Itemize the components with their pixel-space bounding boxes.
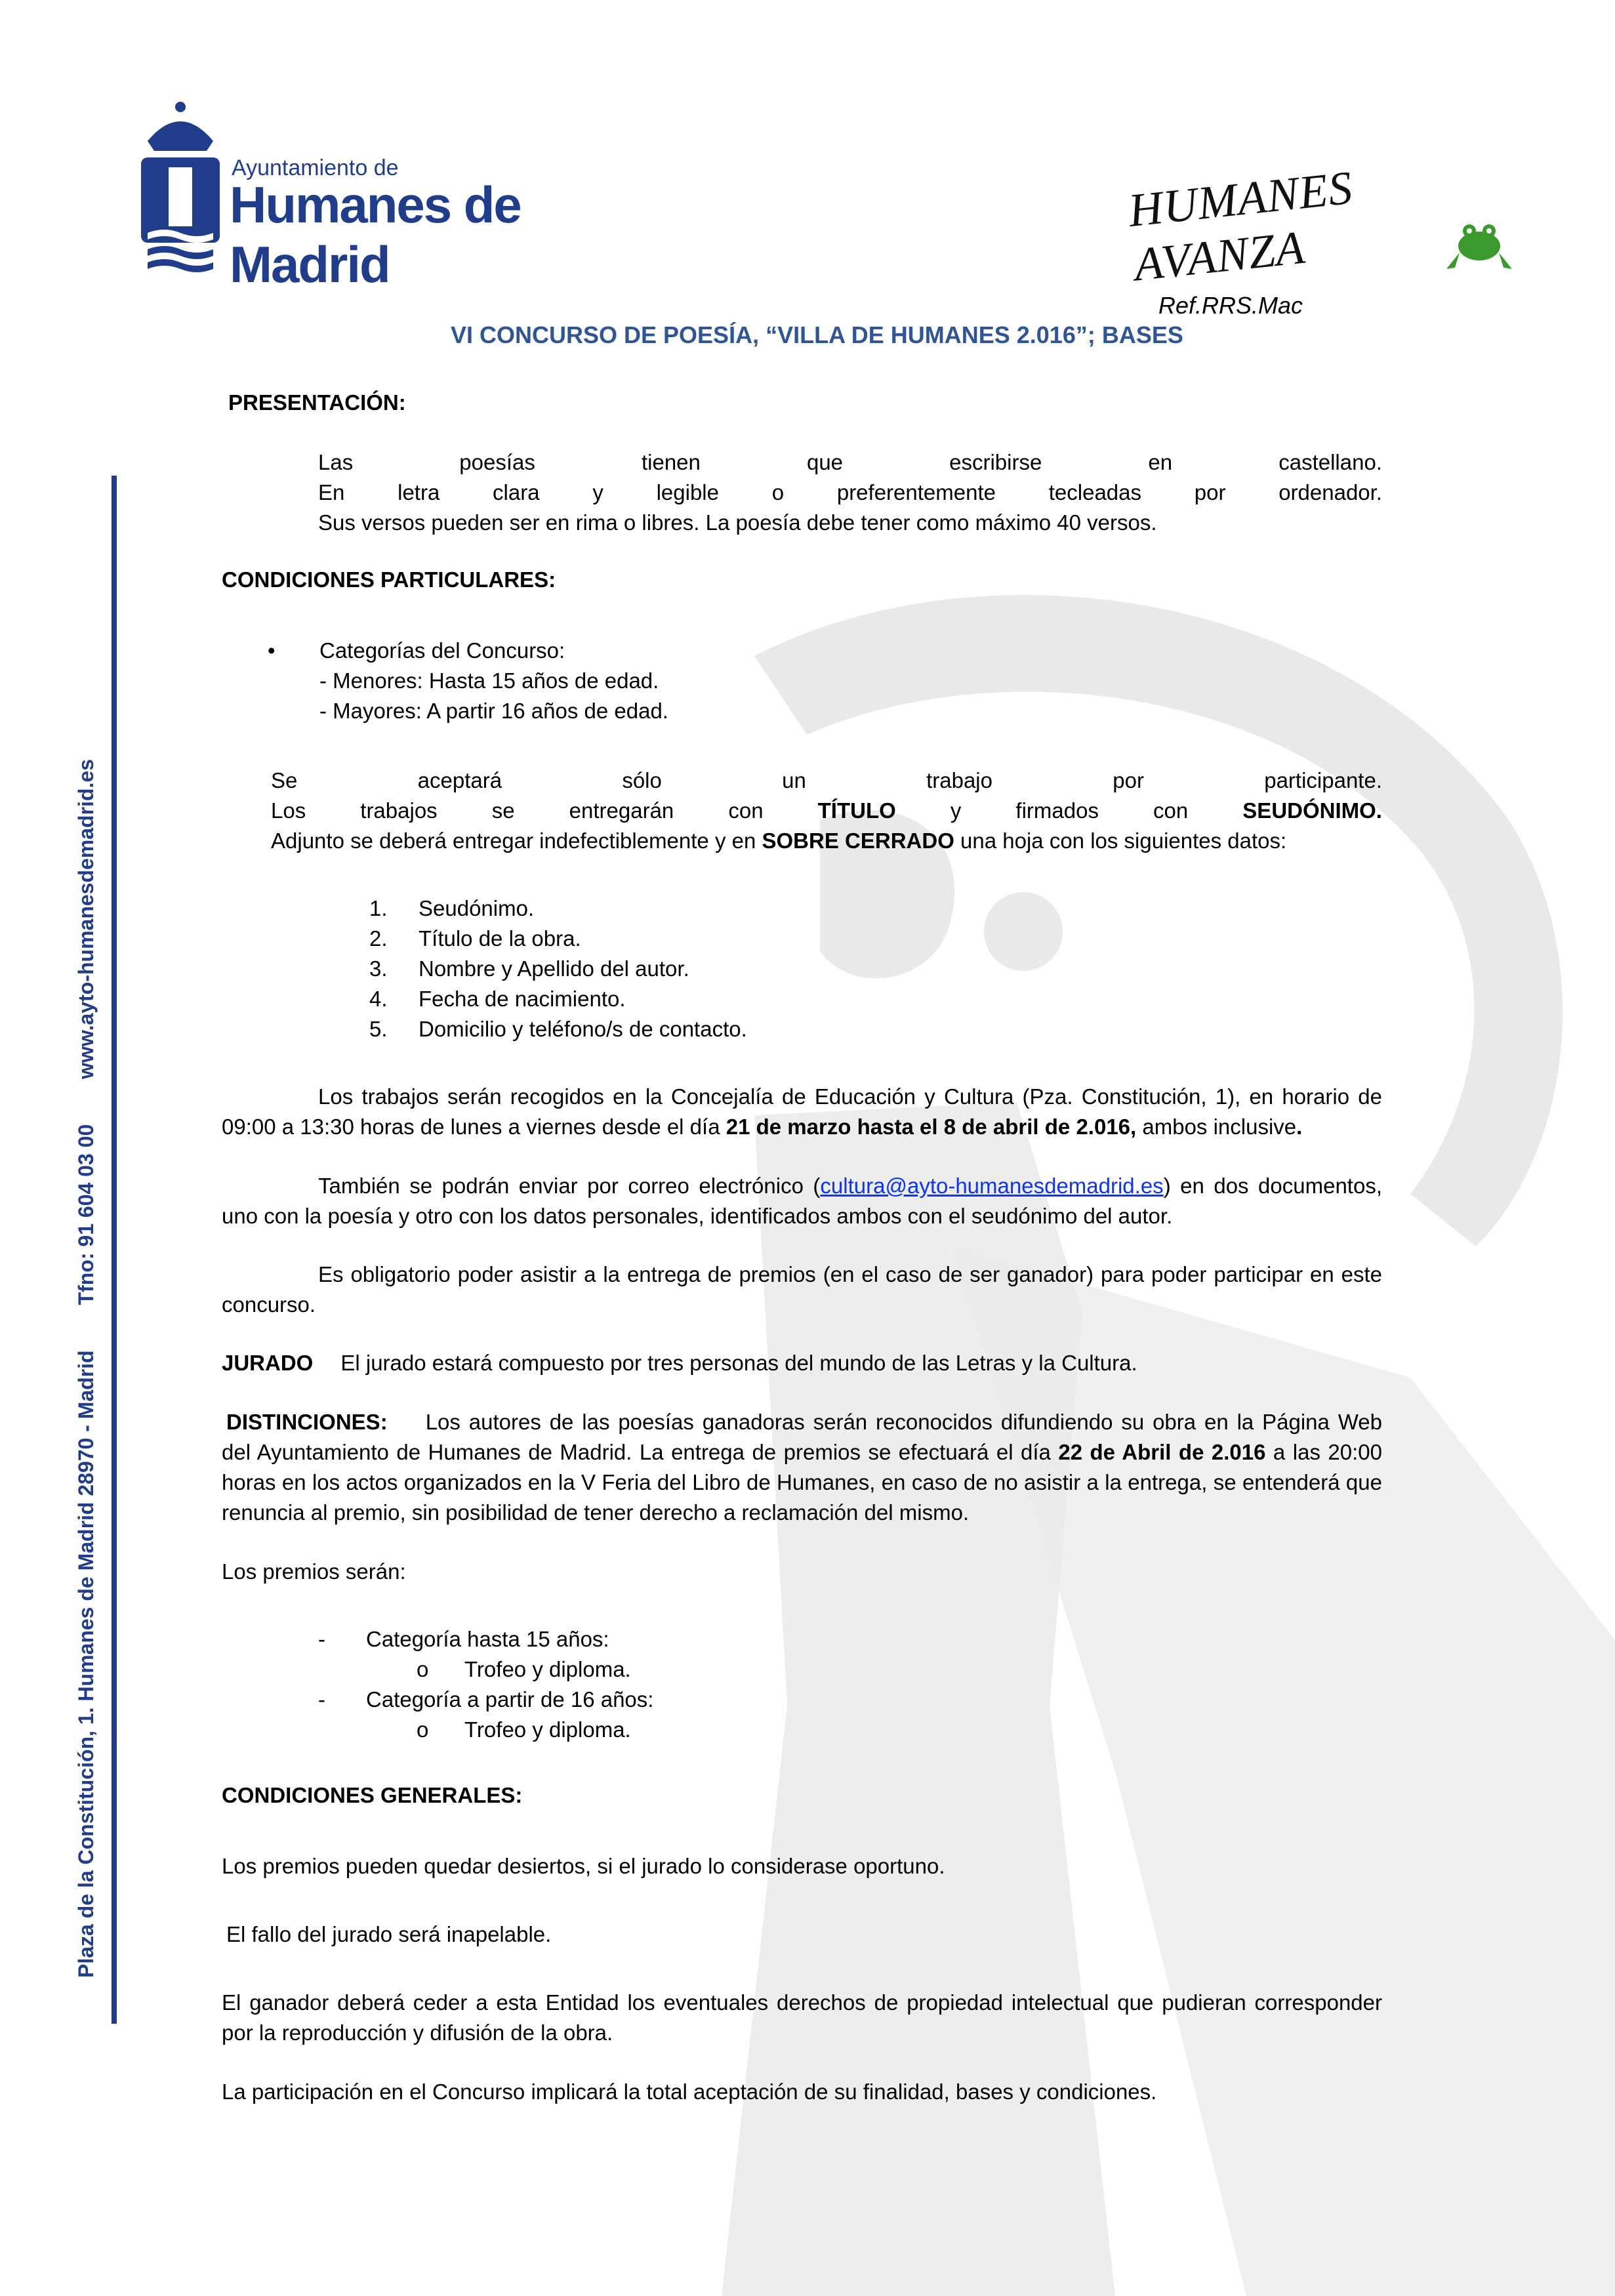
frog-icon [1443,216,1515,276]
dash-marker: - [318,1627,325,1651]
logo-prefix: Ayuntamiento de [232,155,399,180]
paragraph-titulo-seudonimo: Los trabajos se entregarán con TÍTULO y firmados con SEUDÓNIMO. [271,798,1382,823]
email-link[interactable]: cultura@ayto-humanesdemadrid.es [820,1174,1164,1198]
categorias-title: Categorías del Concurso: [319,638,565,663]
reference: Ref.RRS.Mac [1158,292,1303,319]
logo-right-text: HUMANES AVANZA [1126,161,1355,291]
side-website: www.ayto-humanesdemadrid.es [74,759,98,1079]
side-phone: Tfno: 91 604 03 00 [74,1124,98,1305]
premio-categoria-1-detalle: Trofeo y diploma. [464,1657,631,1681]
paragraph-jurado: JURADO El jurado estará compuesto por tres personas del mundo de las Letras y la Cultura. [222,1351,1137,1375]
paragraph-correo: También se podrán enviar por correo electrónico (cultura@ayto-humanesdemadrid.es) en dos documentos, uno con la poesía y otro con los datos personales, identificados ambos con el seudónimo del autor. [222,1174,1382,1228]
presentacion-heading: PRESENTACIÓN: [228,390,406,415]
presentacion-line2: En letra clara y legible o preferentemente tecleadas por ordenador. [318,480,1382,504]
side-address-text [74,720,98,1978]
paragraph-sobre-cerrado: Adjunto se deberá entregar indefectiblemente y en SOBRE CERRADO una hoja con los siguientes datos: [271,829,1287,853]
condiciones-generales-heading: CONDICIONES GENERALES: [222,1783,523,1807]
distinciones-label: DISTINCIONES: [226,1410,388,1434]
paragraph-fallo: El fallo del jurado será inapelable. [226,1922,552,1946]
circle-marker: o [417,1657,429,1681]
premio-categoria-1: Categoría hasta 15 años: [366,1627,609,1651]
premios-intro: Los premios serán: [222,1559,406,1584]
side-address: Plaza de la Constitución, 1. Humanes de Madrid 28970 - Madrid [74,1350,98,1978]
condiciones-particulares-heading: CONDICIONES PARTICULARES: [222,567,556,592]
crown-emblem-icon [134,95,226,272]
paragraph-derechos: El ganador deberá ceder a esta Entidad los eventuales derechos de propiedad intelectual que pudieran corresponder por la reproducción y difusión de la obra. [222,1990,1382,2045]
humanes-avanza-logo [1122,151,1528,291]
categoria-mayores: - Mayores: A partir 16 años de edad. [319,699,668,723]
logo-name: Humanes de Madrid [230,176,521,293]
paragraph-recogida: Los trabajos serán recogidos en la Concejalía de Educación y Cultura (Pza. Constitución, 1), en horario de 09:00 a 13:30 horas de lunes a viernes desde el día 21 de marzo hasta el 8 de abril de 2.016, ambos inclusive. [222,1084,1382,1139]
jurado-label: JURADO [222,1351,314,1375]
presentacion-line1: Las poesías tienen que escribirse en castellano. [318,450,1382,474]
premio-categoria-2-detalle: Trofeo y diploma. [464,1717,631,1742]
list-item: 1. Seudónimo. [369,896,535,920]
presentacion-line3: Sus versos pueden ser en rima o libres. La poesía debe tener como máximo 40 versos. [318,510,1157,535]
paragraph-un-trabajo: Se aceptará sólo un trabajo por participante. [271,768,1382,792]
paragraph-distinciones: DISTINCIONES: Los autores de las poesías ganadoras serán reconocidos difundiendo su obra en la Página Web del Ayuntamiento de Humanes de Madrid. La entrega de premios se efectuará el día 22 de Abril de 2.016 a las 20:00 horas en los actos organizados en la V Feria del Libro de Humanes, en caso de no asistir a la entrega, se entenderá que renuncia al premio, sin posibilidad de tener derecho a reclamación del mismo. [222,1410,1382,1525]
circle-marker: o [417,1717,429,1742]
list-item: 5. Domicilio y teléfono/s de contacto. [369,1017,747,1041]
page-title: VI CONCURSO DE POESÍA, “VILLA DE HUMANES 2.016”; BASES [451,321,1183,348]
list-item: 3. Nombre y Apellido del autor. [369,956,689,981]
premio-categoria-2: Categoría a partir de 16 años: [366,1687,654,1712]
ayuntamiento-logo [134,95,646,293]
list-item: 2. Título de la obra. [369,926,581,951]
paragraph-desiertos: Los premios pueden quedar desiertos, si el jurado lo considerase oportuno. [222,1854,945,1878]
dash-marker: - [318,1687,325,1712]
paragraph-aceptacion: La participación en el Concurso implicará la total aceptación de su finalidad, bases y condiciones. [222,2080,1157,2104]
paragraph-obligatorio: Es obligatorio poder asistir a la entrega de premios (en el caso de ser ganador) para poder participar en este concurso. [222,1262,1382,1317]
categoria-menores: - Menores: Hasta 15 años de edad. [319,668,659,693]
list-item: 4. Fecha de nacimiento. [369,987,626,1011]
side-bar [112,476,117,2024]
bullet-icon: • [268,638,276,663]
